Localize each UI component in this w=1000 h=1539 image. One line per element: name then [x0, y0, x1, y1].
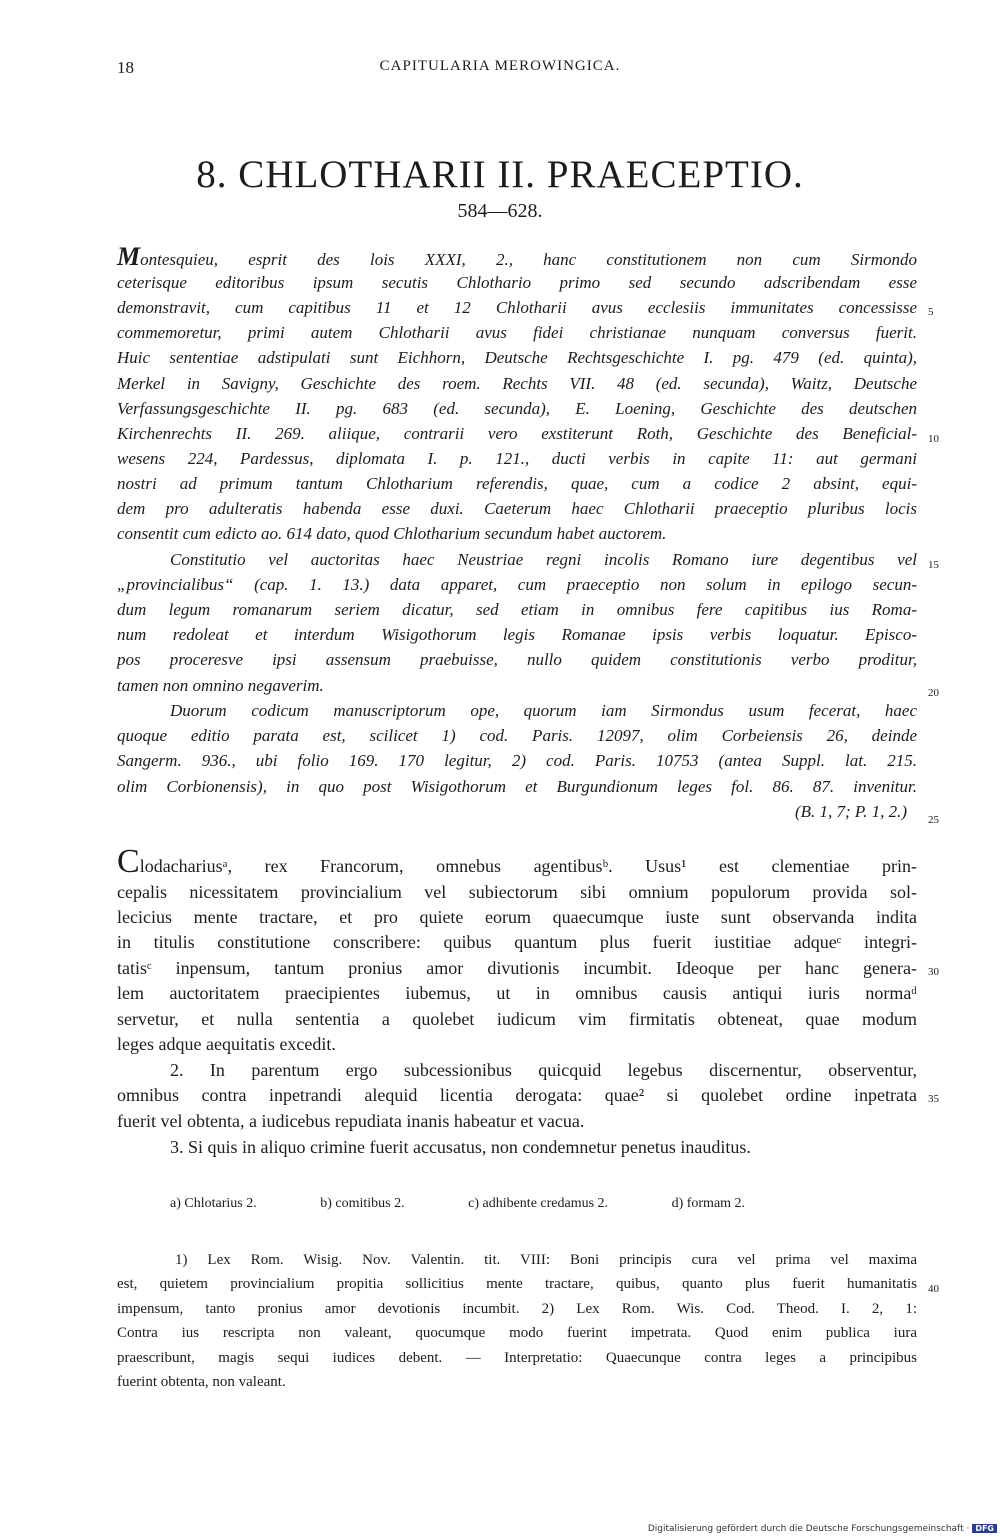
page-title: 8. CHLOTHARII II. PRAECEPTIO.	[196, 153, 804, 196]
credit-text: Digitalisierung gefördert durch die Deutsche Forschungsgemeinschaft ·	[647, 1524, 970, 1534]
intro-line: Sangerm. 936., ubi folio 169. 170 legitur, 2) cod. Paris. 10753 (antea Suppl. lat. 215.	[117, 751, 917, 770]
line-number: 10	[928, 433, 939, 445]
footnote-line: impensum, tanto pronius amor devotionis incumbit. 2) Lex Rom. Wis. Cod. Theod. I. 2, 1:	[117, 1301, 917, 1317]
intro-line: wesens 224, Pardessus, diplomata I. p. 121., ducti verbis in capite 11: aut germani	[117, 449, 917, 468]
line-number: 15	[928, 559, 939, 571]
text-line: tatisᶜ inpensum, tantum pronius amor divutionis incumbit. Ideoque per hanc genera-	[117, 958, 917, 978]
text-line: lecicius mente tractare, et pro quiete eorum quaecumque iuste sunt observanda indita	[117, 907, 917, 927]
intro-line: commemoretur, primi autem Chlotharii avus fidei christianae nunquam conversus fuerit.	[117, 323, 917, 342]
textual-note: b) comitibus 2.	[320, 1196, 405, 1211]
intro-line: dem pro adulteratis habenda esse duxi. Caeterum haec Chlotharii praeceptio pluribus locis	[117, 499, 917, 518]
intro-line: quoque editio parata est, scilicet 1) cod. Paris. 12097, olim Corbeiensis 26, deinde	[117, 726, 917, 745]
footnote-line: Contra ius rescripta non valeant, quocumque modo fuerint impetrata. Quod enim publica iura	[117, 1325, 917, 1341]
page-number: 18	[117, 58, 134, 77]
intro-line: tamen non omnino negaverim.	[117, 676, 324, 695]
intro-line: dum legum romanarum seriem dicatur, sed etiam in omnibus fere capitibus ius Roma-	[117, 600, 917, 619]
text-line: leges adque aequitatis excedit.	[117, 1034, 336, 1054]
line-number: 20	[928, 687, 939, 699]
textual-note: c) adhibente credamus 2.	[468, 1196, 609, 1211]
footnote-line: praescribunt, magis sequi iudices debent. — Interpretatio: Quaecunque contra leges a principibus	[117, 1350, 917, 1366]
drop-capital: M	[117, 242, 141, 271]
intro-line: Verfassungsgeschichte II. pg. 683 (ed. secunda), E. Loening, Geschichte des deutschen	[117, 399, 917, 418]
text-line: Clodachariusᵃ, rex Francorum, omnebus agentibusᵇ. Usus¹ est clementiae prin-	[117, 843, 917, 880]
text-line: servetur, et nulla sententia a quolebet iudicum vim firmitatis obteneat, quae modum	[117, 1009, 917, 1029]
text-line: fuerit vel obtenta, a iudicebus repudiata inanis habeatur et vacua.	[117, 1111, 585, 1131]
intro-line: olim Corbionensis), in quo post Wisigothorum et Burgundionum leges fol. 86. 87. invenitur.	[117, 777, 917, 796]
footnote-line: fuerint obtenta, non valeant.	[117, 1374, 286, 1390]
textual-notes	[170, 1196, 805, 1212]
intro-line: num redoleat et interdum Wisigothorum legis Romanae ipsis verbis loquatur. Episco-	[117, 625, 917, 644]
running-title: CAPITULARIA MEROWINGICA.	[379, 58, 621, 74]
intro-line: Duorum codicum manuscriptorum ope, quorum iam Sirmondus usum fecerat, haec	[170, 701, 917, 720]
footnote-line: 1) Lex Rom. Wisig. Nov. Valentin. tit. VIII: Boni principis cura vel prima vel maxima	[175, 1252, 917, 1268]
text-line: 2. In parentum ergo subcessionibus quicquid legebus discernentur, observentur,	[170, 1060, 917, 1080]
intro-line: Constitutio vel auctoritas haec Neustriae regni incolis Romano iure degentibus vel	[170, 550, 917, 569]
intro-line: Huic sententiae adstipulati sunt Eichhorn, Deutsche Rechtsgeschichte I. pg. 479 (ed. quinta),	[117, 348, 917, 367]
dfg-logo: DFG	[972, 1524, 997, 1533]
text-line: in titulis constitutione conscribere: quibus quantum plus fuerit iustitiae adqueᶜ integri-	[117, 932, 917, 952]
line-number: 40	[928, 1283, 939, 1295]
text-line: omnibus contra inpetrandi alequid licentia derogata: quae² si quolebet ordine inpetrata	[117, 1085, 917, 1105]
intro-line: consentit cum edicto ao. 614 dato, quod Chlotharium secundum habet auctorem.	[117, 524, 667, 543]
footnote-line: est, quietem provincialium propitia sollicitius mente tractare, quibus, quanto plus fuerit humanitatis	[117, 1276, 917, 1292]
intro-line: „provincialibus“ (cap. 1. 13.) data apparet, cum praeceptio non solum in epilogo secun-	[117, 575, 917, 594]
intro-line: pos proceresve ipsi assensum praebuisse, nullo quidem constitutionis verbo proditur,	[117, 650, 917, 669]
intro-line: demonstravit, cum capitibus 11 et 12 Chlotharii avus ecclesiis immunitates concessisse	[117, 298, 917, 317]
text-line: cepalis nicessitatem provincialium vel subiectorum sibi omnium populorum provida sol-	[117, 882, 917, 902]
textual-note: d) formam 2.	[671, 1196, 746, 1211]
intro-line: nostri ad primum tantum Chlotharium referendis, quae, cum a codice 2 absint, equi-	[117, 474, 917, 493]
intro-line: (B. 1, 7; P. 1, 2.)	[794, 802, 907, 821]
date-range: 584—628.	[457, 200, 543, 222]
line-number: 35	[928, 1093, 939, 1105]
line-number: 30	[928, 966, 939, 978]
intro-line: Montesquieu, esprit des lois XXXI, 2., hanc constitutionem non cum Sirmondo	[117, 242, 917, 271]
intro-line: ceterisque editoribus ipsum secutis Chlothario primo sed secundo adscribendam esse	[117, 273, 917, 292]
digitization-credit	[648, 1524, 997, 1534]
text-line: 3. Si quis in aliquo crimine fuerit accusatus, non condemnetur penetus inauditus.	[170, 1137, 751, 1157]
line-number: 25	[928, 814, 939, 826]
text-line: lem auctoritatem praecipientes iubemus, ut in omnibus causis antiqui iuris normaᵈ	[117, 983, 917, 1003]
intro-line: Merkel in Savigny, Geschichte des roem. Rechts VII. 48 (ed. secunda), Waitz, Deutsche	[117, 374, 917, 393]
line-number: 5	[928, 306, 934, 318]
intro-line: Kirchenrechts II. 269. aliique, contrarii vero exstiterunt Roth, Geschichte des Beneficial-	[117, 424, 917, 443]
textual-note: a) Chlotarius 2.	[170, 1196, 257, 1211]
drop-capital: C	[117, 843, 140, 880]
